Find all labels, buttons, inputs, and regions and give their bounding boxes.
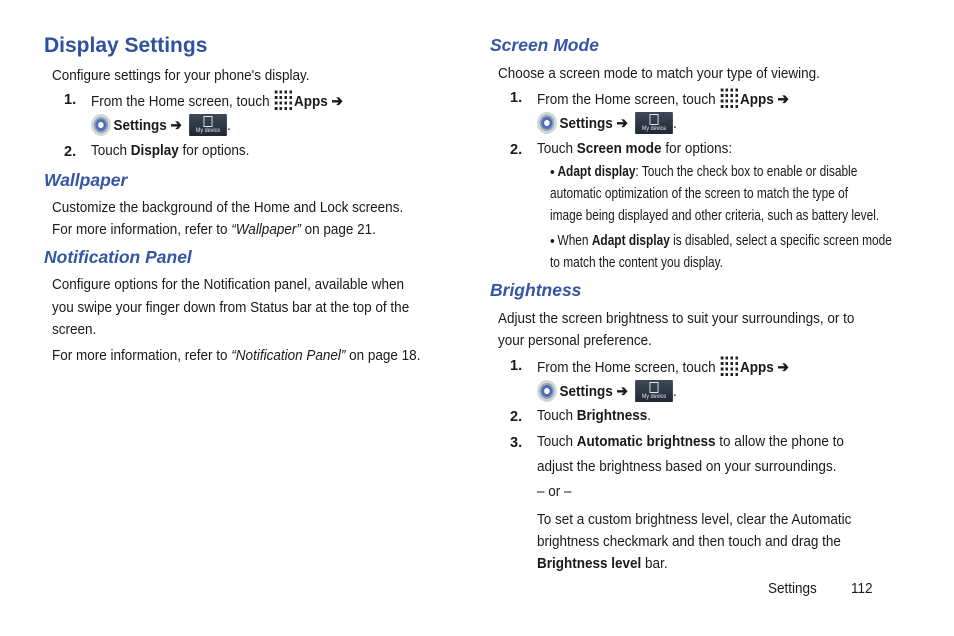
apps-grid-icon <box>720 88 738 108</box>
brightness-level-label: Brightness level <box>537 555 642 572</box>
apps-label: Apps <box>740 359 774 376</box>
step2-pre: Touch <box>537 140 577 157</box>
my-device-tab-icon <box>635 380 673 402</box>
br-step2-line <box>537 407 651 424</box>
step1-text: From the Home screen, touch <box>537 91 716 108</box>
adapt-display-bullet-2: automatic optimization of the screen to match the type of <box>550 186 849 202</box>
br-step1-line <box>537 356 789 376</box>
notification-text-3: screen. <box>52 321 97 338</box>
step3-text: to allow the phone to <box>715 433 844 450</box>
custom-brightness-3 <box>537 555 668 572</box>
automatic-brightness-label: Automatic brightness <box>576 433 716 450</box>
bullet-dot: • <box>550 233 555 250</box>
adapt-display-label: Adapt display <box>557 164 636 180</box>
device-glyph-icon <box>204 116 213 127</box>
step-number: 2. <box>510 142 523 158</box>
notification-text-1: Configure options for the Notification panel, available when <box>52 276 404 293</box>
brightness-label: Brightness <box>576 407 648 424</box>
settings-gear-icon <box>537 112 557 134</box>
notification-heading: Notification Panel <box>44 247 192 267</box>
my-device-tab-icon <box>189 114 227 136</box>
step2-pre: Touch <box>91 142 131 159</box>
step2-post: . <box>647 407 652 424</box>
settings-gear-icon <box>537 380 557 402</box>
brightness-heading: Brightness <box>490 280 582 300</box>
sm-step2-line <box>537 140 732 157</box>
when-disabled-bullet-2: to match the content you display. <box>550 255 723 271</box>
arrow-icon: ➔ <box>170 117 182 134</box>
custom-brightness-1: To set a custom brightness level, clear the Automatic <box>537 511 852 528</box>
step2-line <box>91 142 249 159</box>
arrow-icon: ➔ <box>616 383 628 400</box>
my-device-tab-icon <box>635 112 673 134</box>
wallpaper-ref <box>52 221 376 238</box>
screen-mode-heading: Screen Mode <box>490 35 599 55</box>
apps-grid-icon <box>274 90 292 110</box>
period: . <box>672 115 677 132</box>
apps-label: Apps <box>294 93 328 110</box>
page-title: Display Settings <box>44 34 208 57</box>
br-step3-line <box>537 433 844 450</box>
step3-pre: Touch <box>537 433 577 450</box>
step-number: 1. <box>64 92 77 108</box>
notification-panel-link[interactable]: “Notification Panel” <box>231 347 346 364</box>
adapt-display-bullet-1 <box>550 164 857 180</box>
period: . <box>226 117 231 134</box>
custom-brightness-2: brightness checkmark and then touch and drag the <box>537 533 841 550</box>
step-number: 2. <box>64 144 77 160</box>
arrow-icon: ➔ <box>777 359 789 376</box>
apps-grid-icon <box>720 356 738 376</box>
ref-post: on page 18. <box>345 347 421 364</box>
wallpaper-text: Customize the background of the Home and Lock screens. <box>52 199 404 216</box>
step2-pre: Touch <box>537 407 577 424</box>
brightness-intro-1: Adjust the screen brightness to suit your surroundings, or to <box>498 310 855 327</box>
settings-label: Settings <box>559 383 613 400</box>
device-glyph-icon <box>650 382 659 393</box>
ref-post: on page 21. <box>300 221 376 238</box>
bullet2-text: is disabled, select a specific screen mode <box>669 233 892 249</box>
step1-line <box>91 90 343 110</box>
arrow-icon: ➔ <box>777 91 789 108</box>
device-glyph-icon <box>650 114 659 125</box>
settings-gear-icon <box>91 114 111 136</box>
my-device-caption: My device <box>641 126 667 132</box>
custom-post: bar. <box>641 555 668 572</box>
footer-section: Settings <box>768 580 817 597</box>
adapt-display-bullet-3: image being displayed and other criteria, such as battery level. <box>550 208 880 224</box>
adapt-display-label: Adapt display <box>591 233 670 249</box>
step-number: 1. <box>510 358 523 374</box>
ref-pre: For more information, refer to <box>52 221 232 238</box>
sm-step1-line2 <box>537 112 677 134</box>
wallpaper-heading: Wallpaper <box>44 170 128 190</box>
bullet1-text: : Touch the check box to enable or disable <box>635 164 858 180</box>
brightness-intro-2: your personal preference. <box>498 332 652 349</box>
my-device-caption: My device <box>641 394 667 400</box>
wallpaper-link[interactable]: “Wallpaper” <box>231 221 301 238</box>
step2-post: for options. <box>178 142 250 159</box>
settings-label: Settings <box>113 117 167 134</box>
step1-line2 <box>91 114 231 136</box>
bullet-dot: • <box>550 164 555 181</box>
notification-text-2: you swipe your finger down from Status bar at the top of the <box>52 299 410 316</box>
my-device-caption: My device <box>195 128 221 134</box>
display-intro: Configure settings for your phone's display. <box>52 67 310 84</box>
step2-post: for options: <box>661 140 733 157</box>
arrow-icon: ➔ <box>616 115 628 132</box>
period: . <box>672 383 677 400</box>
or-separator: – or – <box>537 483 572 500</box>
sm-step1-line <box>537 88 789 108</box>
notification-ref <box>52 347 420 364</box>
step1-text: From the Home screen, touch <box>91 93 270 110</box>
screen-mode-intro: Choose a screen mode to match your type of viewing. <box>498 65 820 82</box>
settings-label: Settings <box>559 115 613 132</box>
display-label: Display <box>130 142 179 159</box>
step1-text: From the Home screen, touch <box>537 359 716 376</box>
ref-pre: For more information, refer to <box>52 347 232 364</box>
br-step3-line2: adjust the brightness based on your surroundings. <box>537 458 837 475</box>
page-number: 112 <box>851 580 873 597</box>
when-disabled-bullet-1 <box>550 233 892 249</box>
arrow-icon: ➔ <box>331 93 343 110</box>
apps-label: Apps <box>740 91 774 108</box>
step-number: 3. <box>510 435 523 451</box>
bullet2-pre: When <box>557 233 592 249</box>
step-number: 2. <box>510 409 523 425</box>
step-number: 1. <box>510 90 523 106</box>
br-step1-line2 <box>537 380 677 402</box>
screen-mode-label: Screen mode <box>576 140 662 157</box>
